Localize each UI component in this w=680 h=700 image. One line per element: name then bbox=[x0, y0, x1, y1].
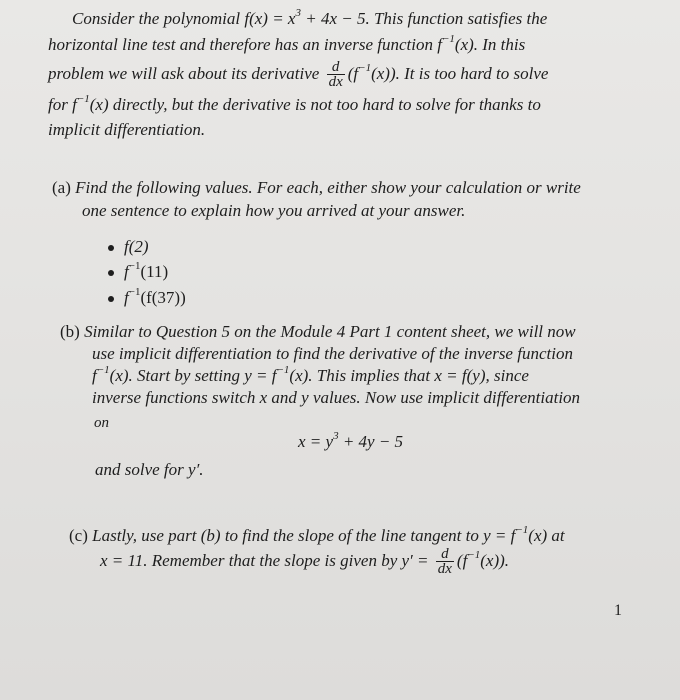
part-c-line-2: x = 11. Remember that the slope is given by y′ = $\frac{d}{dx}$ $(f^{-1}(x))$. bbox=[100, 546, 510, 577]
part-a-label: (a) bbox=[52, 178, 71, 197]
bullet-icon bbox=[108, 270, 114, 276]
part-a-item-2: $f^{-1}(11)$ bbox=[124, 260, 169, 281]
part-b-line-2: use implicit differentiation to find the derivative of the inverse function bbox=[92, 344, 573, 363]
intro-line-3: problem we will ask about its derivative $\frac{d}{dx}$ $(f^{-1}(x))$. It is too hard to solve bbox=[48, 59, 549, 90]
intro-line-4: for $f^{-1}(x)$ directly, but the derivative is not too hard to solve for thanks to bbox=[48, 93, 541, 114]
part-b-line-4: inverse functions switch x and y values. Now use implicit differentiation bbox=[92, 388, 581, 407]
intro-line-5: implicit differentiation. bbox=[48, 120, 206, 139]
bullet-icon bbox=[108, 245, 114, 251]
part-b-label: (b) bbox=[60, 322, 80, 341]
part-b-line-1: (b) Similar to Question 5 on the Module 4 Part 1 content sheet, we will now bbox=[60, 322, 576, 341]
derivative-fraction: $\frac{d}{dx}$ bbox=[328, 59, 343, 90]
part-a-item-3: $f^{-1}(f(37))$ bbox=[124, 286, 186, 307]
part-a-line-2: one sentence to explain how you arrived at your answer. bbox=[82, 201, 466, 220]
page-number: 1 bbox=[614, 602, 622, 619]
intro-line-2: horizontal line test and therefore has an inverse function $f^{-1}(x)$. In this bbox=[48, 33, 526, 54]
part-a-item-1: f(2) bbox=[124, 237, 149, 256]
part-a-line-1: (a) Find the following values. For each, either show your calculation or write bbox=[52, 178, 581, 197]
bullet-icon bbox=[108, 296, 114, 302]
intro-line-1: Consider the polynomial $f(x) = x^3 + 4x - 5$. This function satisfies the bbox=[72, 7, 548, 28]
part-c-label: (c) bbox=[69, 526, 88, 545]
part-c-line-1: (c) Lastly, use part (b) to find the slope of the line tangent to $y = f^{-1}(x)$ at bbox=[69, 524, 565, 545]
part-b-line-5: on bbox=[94, 415, 109, 431]
part-b-line-3: $f^{-1}(x)$. Start by setting $y = f^{-1}(x)$. This implies that x = f(y), since bbox=[92, 364, 529, 385]
derivative-fraction: $\frac{d}{dx}$ bbox=[437, 546, 452, 577]
part-b-line-6: and solve for y′. bbox=[95, 460, 204, 479]
part-b-equation: $x = y^3 + 4y - 5$ bbox=[298, 430, 404, 451]
